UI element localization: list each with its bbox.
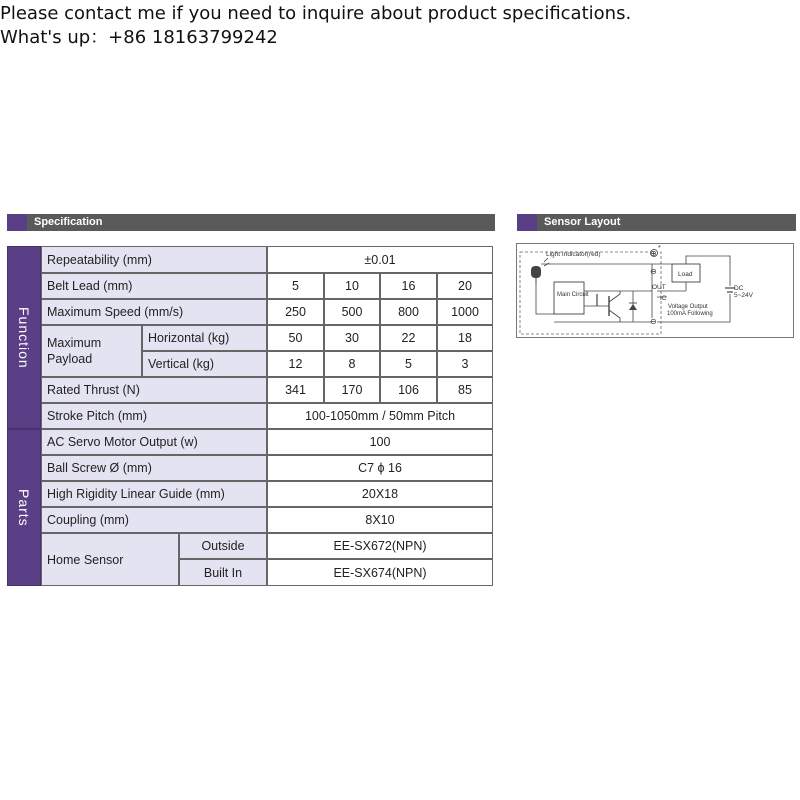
- zener-diode-icon: [629, 291, 637, 322]
- sensor-layout-title: Sensor Layout: [544, 216, 621, 228]
- payload-horizontal-value: 18: [437, 325, 493, 351]
- rated-thrust-value: 170: [324, 377, 380, 403]
- ac-servo-value: 100: [267, 429, 493, 455]
- header-accent: [517, 214, 537, 231]
- stroke-pitch-label: Stroke Pitch (mm): [41, 403, 267, 429]
- ac-servo-label: AC Servo Motor Output (w): [41, 429, 267, 455]
- rated-thrust-label: Rated Thrust (N): [41, 377, 267, 403]
- sensor-layout-diagram: [516, 243, 794, 338]
- ball-screw-value: C7 ϕ 16: [267, 455, 493, 481]
- ic-text: IC: [660, 295, 667, 302]
- sensor-layout-header: [517, 214, 796, 231]
- main-circuit-box: [554, 282, 584, 314]
- dc-text: DC: [734, 285, 744, 292]
- belt-lead-value: 16: [380, 273, 437, 299]
- specification-title: Specification: [34, 216, 103, 228]
- rated-thrust-value: 341: [267, 377, 324, 403]
- payload-vertical-value: 3: [437, 351, 493, 377]
- linear-guide-label: High Rigidity Linear Guide (mm): [41, 481, 267, 507]
- max-speed-value: 500: [324, 299, 380, 325]
- coupling-value: 8X10: [267, 507, 493, 533]
- function-section: [7, 246, 41, 429]
- home-sensor-builtin-label: Built In: [179, 559, 267, 586]
- rated-thrust-value: 106: [380, 377, 437, 403]
- light-indicator-icon: [531, 258, 549, 284]
- home-sensor-outside-value: EE-SX672(NPN): [267, 533, 493, 559]
- contact-line-1: Please contact me if you need to inquire about product specifications.: [0, 3, 632, 24]
- parts-section-label: Parts: [16, 488, 32, 527]
- specification-table: [7, 246, 493, 586]
- light-indicator-text: Light Indicator(red): [546, 251, 601, 258]
- max-speed-value: 1000: [437, 299, 493, 325]
- contact-text: [0, 2, 631, 50]
- max-speed-value: 250: [267, 299, 324, 325]
- stroke-pitch-value: 100-1050mm / 50mm Pitch: [267, 403, 493, 429]
- rated-thrust-value: 85: [437, 377, 493, 403]
- ball-screw-label: Ball Screw Ø (mm): [41, 455, 267, 481]
- payload-vertical-value: 8: [324, 351, 380, 377]
- load-text: Load: [678, 271, 693, 278]
- wire: [536, 284, 555, 314]
- specification-header: [7, 214, 495, 231]
- terminal-minus-symbol: ⊖: [650, 267, 657, 276]
- max-speed-value: 800: [380, 299, 437, 325]
- belt-lead-value: 10: [324, 273, 380, 299]
- terminal-ground-symbol: ⊖: [650, 317, 657, 326]
- contact-line-2: What's up：+86 18163799242: [0, 27, 278, 48]
- payload-label: Maximum Payload: [41, 325, 142, 377]
- transistor-icon: [597, 291, 620, 322]
- belt-lead-value: 5: [267, 273, 324, 299]
- payload-vertical-value: 12: [267, 351, 324, 377]
- linear-guide-value: 20X18: [267, 481, 493, 507]
- main-circuit-text: Main Circuit: [557, 292, 589, 298]
- max-speed-label: Maximum Speed (mm/s): [41, 299, 267, 325]
- voltage-output-text: Voltage Output: [668, 304, 708, 310]
- payload-horizontal-value: 50: [267, 325, 324, 351]
- payload-vertical-label: Vertical (kg): [142, 351, 267, 377]
- home-sensor-label: Home Sensor: [41, 533, 179, 586]
- payload-vertical-value: 5: [380, 351, 437, 377]
- payload-horizontal-label: Horizontal (kg): [142, 325, 267, 351]
- home-sensor-builtin-value: EE-SX674(NPN): [267, 559, 493, 586]
- following-text: 100mA Following: [667, 311, 713, 317]
- coupling-label: Coupling (mm): [41, 507, 267, 533]
- terminal-plus-text: ⊕: [650, 249, 657, 258]
- home-sensor-outside-label: Outside: [179, 533, 267, 559]
- belt-lead-value: 20: [437, 273, 493, 299]
- payload-horizontal-value: 22: [380, 325, 437, 351]
- parts-section: [7, 429, 41, 586]
- voltage-range-text: 5~24V: [734, 292, 753, 299]
- repeatability-value: ±0.01: [267, 246, 493, 273]
- belt-lead-label: Belt Lead (mm): [41, 273, 267, 299]
- payload-horizontal-value: 30: [324, 325, 380, 351]
- header-accent: [7, 214, 27, 231]
- out-text: OUT: [652, 284, 666, 291]
- star-mark: *: [658, 245, 661, 252]
- sensor-circuit-svg: [517, 244, 795, 339]
- repeatability-label: Repeatability (mm): [41, 246, 267, 273]
- function-section-label: Function: [16, 306, 32, 369]
